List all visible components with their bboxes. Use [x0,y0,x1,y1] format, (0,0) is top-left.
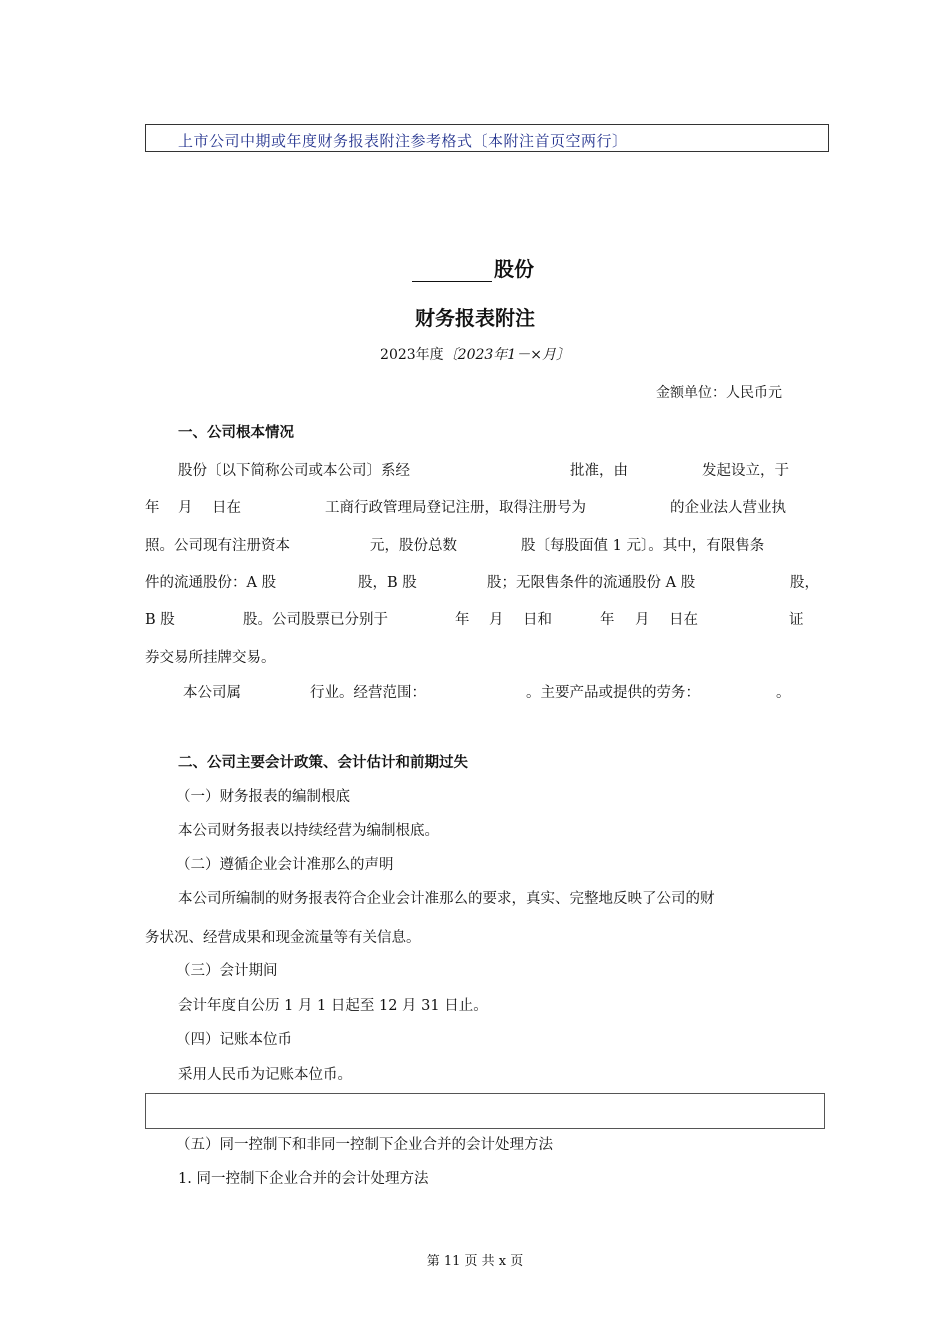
para-text: 本公司属 [183,685,241,701]
template-note-text: 上市公司中期或年度财务报表附注参考格式〔本附注首页空两行〕 [178,132,628,150]
para-text: 件的流通股份：A 股 [145,575,277,591]
report-range: 〔2023年1－×月〕 [443,347,570,363]
para-text: 年 [455,612,470,628]
para-text: 股，B 股 [358,575,417,591]
page-number-footer: 第 11 页 共 x 页 [426,1254,524,1269]
para-text: 券交易所挂牌交易。 [145,650,276,666]
para-text: 批准，由 [570,463,628,479]
para-text: 股份〔以下简称公司或本公司〕系经 [178,463,410,479]
para-text: 股；无限售条件的流通股份 A 股 [487,575,696,591]
para-text: 发起设立，于 [702,463,789,479]
para-text: 月 [489,612,504,628]
company-name-blank[interactable] [412,261,492,282]
para-text: 元，股份总数 [370,538,457,554]
para-text: 年 [600,612,615,628]
para-text: 证 [789,612,804,628]
para-text: 本公司财务报表以持续经营为编制根底。 [178,823,439,839]
para-text: 本公司所编制的财务报表符合企业会计准那么的要求，真实、完整地反映了公司的财 [178,891,715,907]
para-text: 工商行政管理局登记注册，取得注册号为 [325,500,586,516]
subheading: （一）财务报表的编制根底 [176,789,350,805]
para-text: B 股 [145,612,175,628]
para-text: 。 [776,685,791,701]
para-text: 月 [178,500,193,516]
para-text: 务状况、经营成果和现金流量等有关信息。 [145,930,421,946]
para-text: 采用人民币为记账本位币。 [178,1067,352,1083]
subheading: （二）遵循企业会计准那么的声明 [176,857,394,873]
template-note-box [145,124,829,152]
currency-unit: 金额单位：人民币元 [656,385,782,401]
subheading: （三）会计期间 [176,963,278,979]
para-text: 股〔每股面值 1 元〕。其中，有限售条 [521,538,765,554]
section-heading-company-overview: 一、公司根本情况 [178,425,294,441]
subheading: （四）记账本位币 [176,1032,292,1048]
subheading: （五）同一控制下和非同一控制下企业合并的会计处理方法 [176,1137,553,1153]
para-text: 。主要产品或提供的劳务： [526,685,700,701]
page-title: 财务报表附注 [415,306,535,330]
para-text: 的企业法人营业执 [670,500,786,516]
para-text: 月 [635,612,650,628]
company-name-line [412,253,534,282]
para-text: 股。公司股票已分别于 [243,612,388,628]
para-text: 股， [790,575,819,591]
para-text: 年 [145,500,160,516]
section-heading-accounting-policies: 二、公司主要会计政策、会计估计和前期过失 [178,755,468,771]
company-suffix: 股份 [494,257,534,281]
empty-note-box [145,1093,825,1129]
subheading: 1. 同一控制下企业合并的会计处理方法 [178,1171,429,1187]
para-text: 日在 [669,612,698,628]
para-text: 行业。经营范围： [310,685,426,701]
report-period [0,344,950,364]
para-text: 日在 [212,500,241,516]
para-text: 照。公司现有注册资本 [145,538,290,554]
para-text: 日和 [523,612,552,628]
report-year: 2023年度 [380,347,444,363]
para-text: 会计年度自公历 1 月 1 日起至 12 月 31 日止。 [178,998,488,1014]
